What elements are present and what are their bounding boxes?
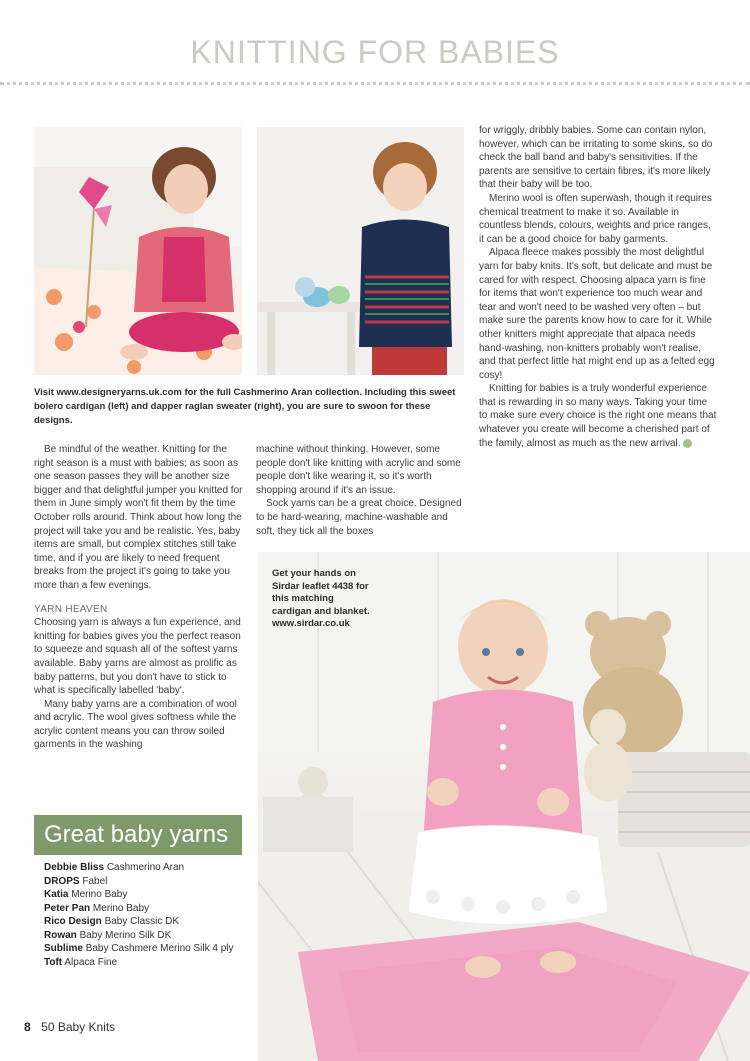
- col1-para-2: Choosing yarn is always a fun experience, and knitting for babies gives you the perfect reason to squeeze and squash all of the softest yarns available. Baby yarns are almost as prolific as baby patterns, but you don't have to stick to what is specifically labelled 'baby'.: [34, 617, 241, 697]
- page-title: KNITTING FOR BABIES: [190, 34, 560, 70]
- photo-raglan-sweater: [257, 127, 464, 375]
- yarn-item: DROPS Fabel: [44, 875, 108, 887]
- text-column-1: [34, 443, 244, 752]
- col3-para-3: Alpaca fleece makes possibly the most delightful yarn for baby knits. It's soft, but delicate and must be cared for with respect. Choosing alpaca yarn is fine for items that won't experience too much wear and tear and won't need to be washed very often – but make sure the parents know how to care for it. While other knitters might appreciate that alpaca needs hand-washing, non-knitters probably won't realise, and that perfect little hat might end up as a felted egg cosy!: [479, 247, 715, 381]
- yarn-list: [44, 861, 254, 969]
- page-number: 8: [24, 1020, 31, 1034]
- col3-para-2: Merino wool is often superwash, though it requires chemical treatment to make it so. Available in countless blends, colours, weights and price ranges, it can be a good choice for baby garments.: [479, 192, 712, 245]
- subhead-yarn-heaven: YARN HEAVEN: [34, 603, 108, 615]
- photo-bolero-cardigan: [34, 127, 242, 375]
- col3-para-1: for wriggly, dribbly babies. Some can contain nylon, however, which can be irritating to some skins, so do check the ball band and baby's sensitivities. If the parents are sensitive to certain fibres, it's more likely that their baby will be too.: [479, 125, 713, 191]
- yarn-item: Debbie Bliss Cashmerino Aran: [44, 862, 185, 873]
- col1-para-1: Be mindful of the weather. Knitting for the right season is a must with babies; as soon as one season passes they will be another size bigger and that delightful jumper you knitted for them in June simply won't fit them by the time October rolls around. Think about how long the project will take you and be realistic. Yes, baby items are small, but complex stitches still take time, and if you are likely to need frequent breaks from the project it's going to take you more than a few evenings.: [34, 444, 243, 591]
- yarn-item: Toft Alpaca Fine: [44, 956, 118, 968]
- yarn-item: Katia Merino Baby: [44, 889, 128, 900]
- yarn-item: Rowan Baby Merino Silk DK: [44, 929, 172, 941]
- text-column-3: [479, 124, 717, 450]
- yarn-box-header: [34, 815, 242, 855]
- yarn-item: Peter Pan Merino Baby: [44, 902, 150, 914]
- sirdar-caption: Get your hands on Sirdar leaflet 4438 for this matching cardigan and blanket. www.sirdar.co.uk: [272, 568, 370, 629]
- col3-para-4: Knitting for babies is a truly wonderful experience that is rewarding in so many ways. Taking your time to make sure every choice is the right one means that whatever you create will become a cherished part of the family, almost as much as the new arrival.: [479, 383, 717, 449]
- end-mark-icon: [683, 439, 692, 448]
- col1-para-3: Many baby yarns are a combination of wool and acrylic. The wool gives softness while the acrylic content means you can throw soiled garments in the washing: [34, 698, 237, 751]
- text-column-2: [256, 443, 464, 538]
- footer: [24, 1018, 115, 1036]
- yarn-item: Sublime Baby Cashmere Merino Silk 4 ply: [44, 943, 234, 954]
- magazine-name: 50 Baby Knits: [41, 1020, 116, 1034]
- photo-caption: Visit www.designeryarns.uk.com for the full Cashmerino Aran collection. Including this sweet bolero cardigan (left) and dapper raglan sweater (right), you are sure to swoon for these designs.: [34, 387, 456, 426]
- col2-para-2: Sock yarns can be a great choice. Designed to be hard-wearing, machine-washable and soft, they tick all the boxes: [256, 498, 462, 537]
- yarn-box-title: Great baby yarns: [44, 821, 229, 848]
- col2-para-1: machine without thinking. However, some people don't like knitting with acrylic and some people don't like wearing it, so it's worth shopping around if it's an issue.: [256, 444, 461, 496]
- dotted-divider: [0, 82, 750, 85]
- yarn-item: Rico Design Baby Classic DK: [44, 916, 180, 927]
